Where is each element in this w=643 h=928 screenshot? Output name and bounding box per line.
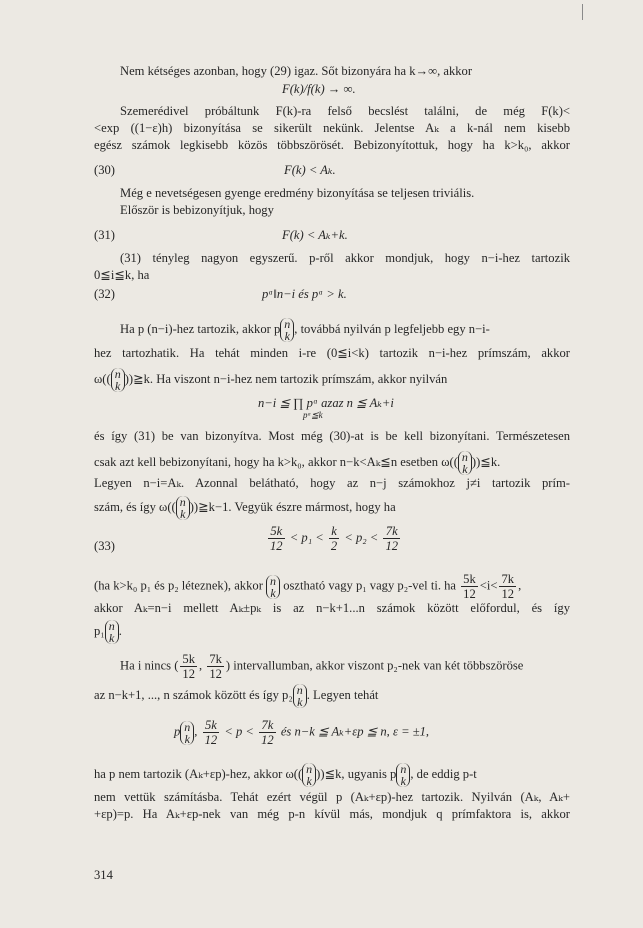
binomial: n k — [180, 721, 194, 745]
text-segment: ω — [94, 371, 103, 386]
fraction: $\frac{k}{2}$ — [330, 524, 338, 553]
text-segment: < p₁ < — [289, 530, 324, 545]
equation-number: (32) — [94, 287, 115, 301]
equation: F(k) < Aₖ. — [284, 163, 336, 177]
text-segment: . Legyen tehát — [306, 687, 379, 702]
fraction: $\frac{7k}{12}$ — [261, 718, 274, 747]
text-segment: ha p nem tartozik (Aₖ+εp)-hez, akkor ω — [94, 766, 294, 781]
fraction: $\frac{7k}{12}$ — [209, 652, 222, 681]
text-segment: szám, és így ω — [94, 499, 168, 514]
text-segment: , továbbá nyilván p legfeljebb egy n−i- — [294, 321, 490, 336]
equation-number: (31) — [94, 228, 115, 242]
text-line: Legyen n−i=Aₖ. Azonnal belátható, hogy az n−j számokhoz j≠i tartozik prím- — [94, 476, 570, 490]
binomial: n k — [105, 620, 119, 644]
text-segment: <i< — [479, 578, 498, 593]
text-segment: ≧k−1. Vegyük észre mármost, hogy ha — [198, 499, 396, 514]
text-line: Még e nevetségesen gyenge eredmény bizonyítása se teljesen triviális. — [120, 186, 475, 200]
binomial: n k — [280, 318, 294, 342]
text-line: egész számok legkisebb közös többszörösét. Bebizonyítottuk, hogy ha k>k₀, akkor — [94, 138, 570, 152]
text-line: nem vettük számításba. Tehát ezért végül p (Aₖ+εp)-hez tartozik. Nyilván (Aₖ, Aₖ+ — [94, 790, 570, 804]
text-line: 0≦i≦k, ha — [94, 268, 150, 282]
text-line: szám, és így ω(( n k ))≧k−1. Vegyük észre mármost, hogy ha — [94, 495, 396, 521]
page-number: 314 — [94, 868, 113, 882]
binomial: n k — [396, 763, 410, 787]
text-line: akkor Aₖ=n−i mellett Aₖ±pₖ is az n−k+1...n számok között előfordul, és így — [94, 601, 570, 615]
fraction: $\frac{7k}{12}$ — [385, 524, 399, 553]
binomial: n k — [266, 575, 280, 599]
equation — [266, 524, 402, 553]
equation: n−i ≦ ∏ pᵅ azaz n ≦ Aₖ+i — [258, 396, 394, 410]
fraction: $\frac{5k}{12}$ — [463, 572, 476, 601]
text-line: Szemerédivel próbáltunk F(k)-ra felső becslést találni, de még F(k)< — [120, 104, 570, 118]
binomial: n k — [111, 368, 125, 392]
margin-mark — [582, 4, 583, 20]
text-segment: Ha i nincs — [120, 658, 172, 673]
equation: p n k , $\frac{5k}{12}$ < p < $\frac{7k}{12}$ és n−k ≦ Aₖ+εp ≦ n, ε = ±1, — [174, 718, 430, 747]
text-line: Először is bebizonyítjuk, hogy — [120, 203, 274, 217]
text-line: csak azt kell bebizonyítani, hogy ha k>k₀, akkor n−k<Aₖ≦n esetben ω(( n k ))≦k. — [94, 450, 501, 476]
text-line: Ha i nincs ( $\frac{5k}{12}$ , $\frac{7k}{12}$ ) intervallumban, akkor viszont p₂-nek van két többszöröse — [120, 652, 524, 681]
text-segment: ≦k, ugyanis p — [324, 766, 397, 781]
text-segment: ≦k. — [480, 454, 501, 469]
binomial: n k — [458, 451, 472, 475]
text-line: <exp ((1−ε)h) bizonyítása se sikerült nekünk. Jelentse Aₖ a k-nál nem kisebb — [94, 121, 570, 135]
text-segment: Ha p (n−i)-hez tartozik, akkor p — [120, 321, 281, 336]
text-segment: intervallumban, akkor viszont p₂-nek van két többszöröse — [233, 658, 524, 673]
text-line: +εp)=p. Ha Aₖ+εp-nek van még p-n kívül más, mondjuk q prímfaktora is, akkor — [94, 807, 570, 821]
text-line: Nem kétséges azonban, hogy (29) igaz. Sőt bizonyára ha k→∞, akkor — [120, 64, 473, 78]
text-segment: csak azt kell bebizonyítani, hogy ha k>k₀, akkor n−k<Aₖ≦n esetben ω — [94, 454, 450, 469]
text-segment: (ha k>k₀ p₁ és p₂ léteznek), akkor — [94, 578, 263, 593]
text-line — [94, 684, 570, 708]
text-segment: p — [174, 724, 181, 739]
text-line: (31) tényleg nagyon egyszerű. p-ről akkor mondjuk, hogy n−i-hez tartozik — [120, 251, 570, 265]
fraction: $\frac{5k}{12}$ — [182, 652, 196, 681]
text-segment: osztható vagy p₁ vagy p₂-vel ti. ha — [283, 578, 457, 593]
text-line: (ha k>k₀ p₁ és p₂ léteznek), akkor n k osztható vagy p₁ vagy p₂-vel ti. ha $\frac{5k}{12}$ <i< $\frac{7k}{12}$ , — [94, 572, 522, 601]
text-line: ω(( n k ))≧k. Ha viszont n−i-hez nem tartozik prímszám, akkor nyilván — [94, 367, 448, 393]
binomial: n k — [302, 763, 316, 787]
fraction: $\frac{7k}{12}$ — [501, 572, 515, 601]
text-line: és így (31) be van bizonyítva. Most még (30)-at is be kell bizonyítani. Természetesen — [94, 429, 570, 443]
text-line: hez tartozhatik. Ha tehát minden i-re (0≦i<k) tartozik n−i-hez prímszám, akkor — [94, 346, 570, 360]
equation-subscript: pᵅ≦k — [303, 410, 323, 420]
equation: pᵅ‖n−i és pᵅ > k. — [262, 287, 347, 301]
text-segment: < p₂ < — [344, 530, 379, 545]
binomial: n k — [293, 684, 307, 708]
fraction: $\frac{5k}{12}$ — [204, 718, 218, 747]
equation-number: (33) — [94, 539, 115, 553]
text-segment: , de eddig p-t — [410, 766, 477, 781]
text-segment: ≧k. Ha viszont n−i-hez nem tartozik prímszám, akkor nyilván — [133, 371, 448, 386]
text-segment: és n−k ≦ Aₖ+εp ≦ n, ε = ±1, — [280, 724, 430, 739]
fraction: $\frac{5k}{12}$ — [270, 524, 283, 553]
text-line — [120, 318, 570, 342]
text-segment: p₁ — [94, 623, 105, 638]
text-line: p₁ n k . — [94, 619, 122, 645]
text-segment: az n−k+1, ..., n számok között és így p₂ — [94, 687, 293, 702]
equation: F(k)/f(k) → ∞. — [282, 82, 356, 96]
binomial: n k — [176, 496, 190, 520]
equation-number: (30) — [94, 163, 115, 177]
text-line: ha p nem tartozik (Aₖ+εp)-hez, akkor ω(( n k ))≦k, ugyanis p n k , de eddig p-t — [94, 762, 477, 788]
equation: F(k) < Aₖ+k. — [282, 228, 348, 242]
